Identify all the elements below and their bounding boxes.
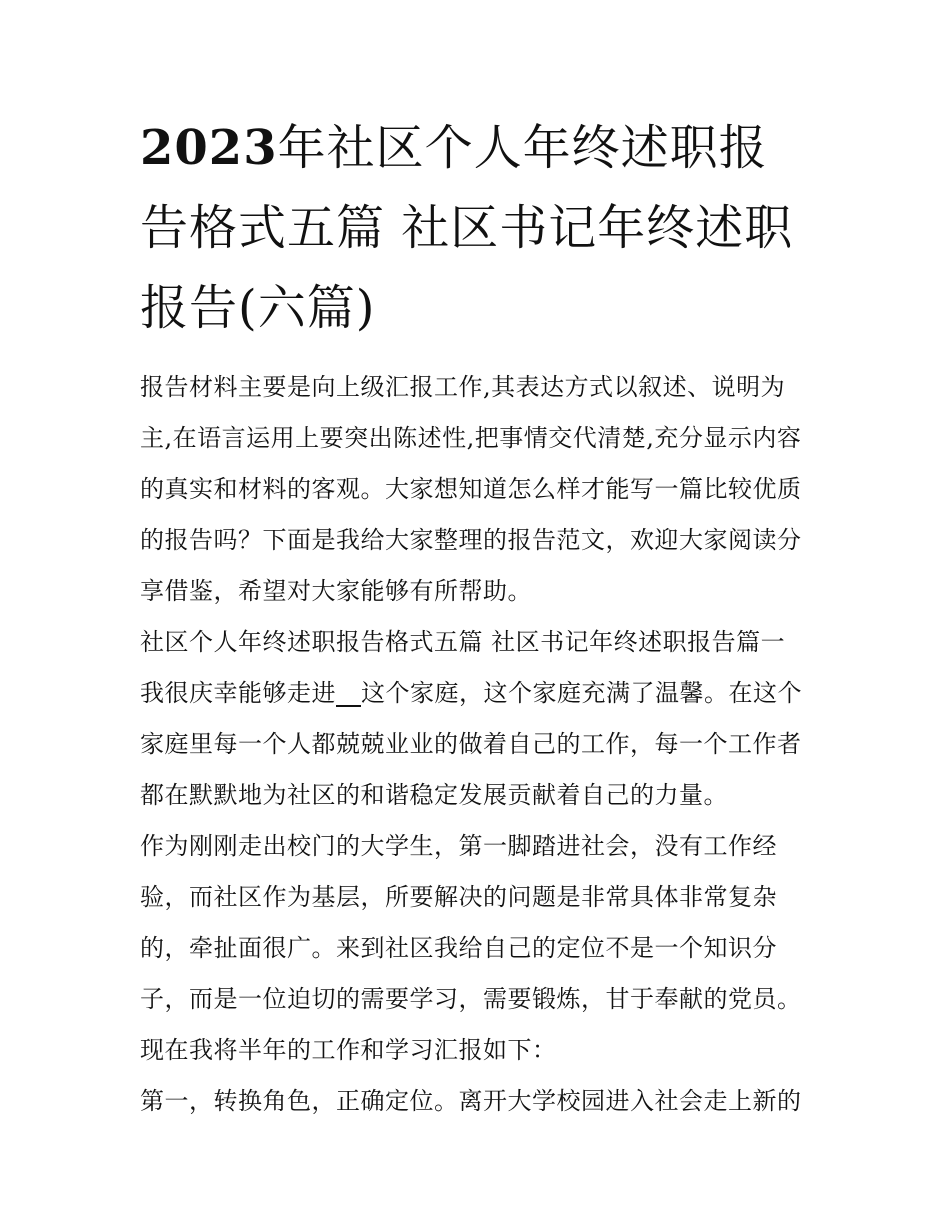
paragraph-2: 作为刚刚走出校门的大学生，第一脚踏进社会，没有工作经验，而社区作为基层，所要解决的问题是非常具体非常复杂的，牵扯面很广。来到社区我给自己的定位不是一个知识分子，而是一位迫切的需要学习，需要锻炼，甘于奉献的党员。现在我将半年的工作和学习汇报如下： (140, 832, 802, 1064)
paragraph-1 (140, 668, 812, 821)
paragraph-3: 第一，转换角色，正确定位。离开大学校园进入社会走上新的 (140, 1087, 802, 1115)
title-year: 2023 (140, 120, 278, 176)
fill-in-blank: __ (336, 679, 361, 707)
document-page (140, 108, 812, 1127)
document-title (140, 108, 812, 348)
paragraph-1-end: 这个家庭，这个家庭充满了温馨。在这个家庭里每一个人都兢兢业业的做着自己的工作，每一个工作者都在默默地为社区的和谐稳定发展贡献着自己的力量。 (140, 679, 802, 809)
paragraph-1-start: 我很庆幸能够走进 (140, 679, 336, 707)
title-text: 年社区个人年终述职报告格式五篇 社区书记年终述职报告(六篇) (140, 120, 794, 336)
section-heading: 社区个人年终述职报告格式五篇 社区书记年终述职报告篇一 (140, 628, 786, 656)
intro-paragraph: 报告材料主要是向上级汇报工作,其表达方式以叙述、说明为主,在语言运用上要突出陈述性,把事情交代清楚,充分显示内容的真实和材料的客观。大家想知道怎么样才能写一篇比较优质的报告吗？下面是我给大家整理的报告范文，欢迎大家阅读分享借鉴，希望对大家能够有所帮助。 (140, 373, 802, 605)
